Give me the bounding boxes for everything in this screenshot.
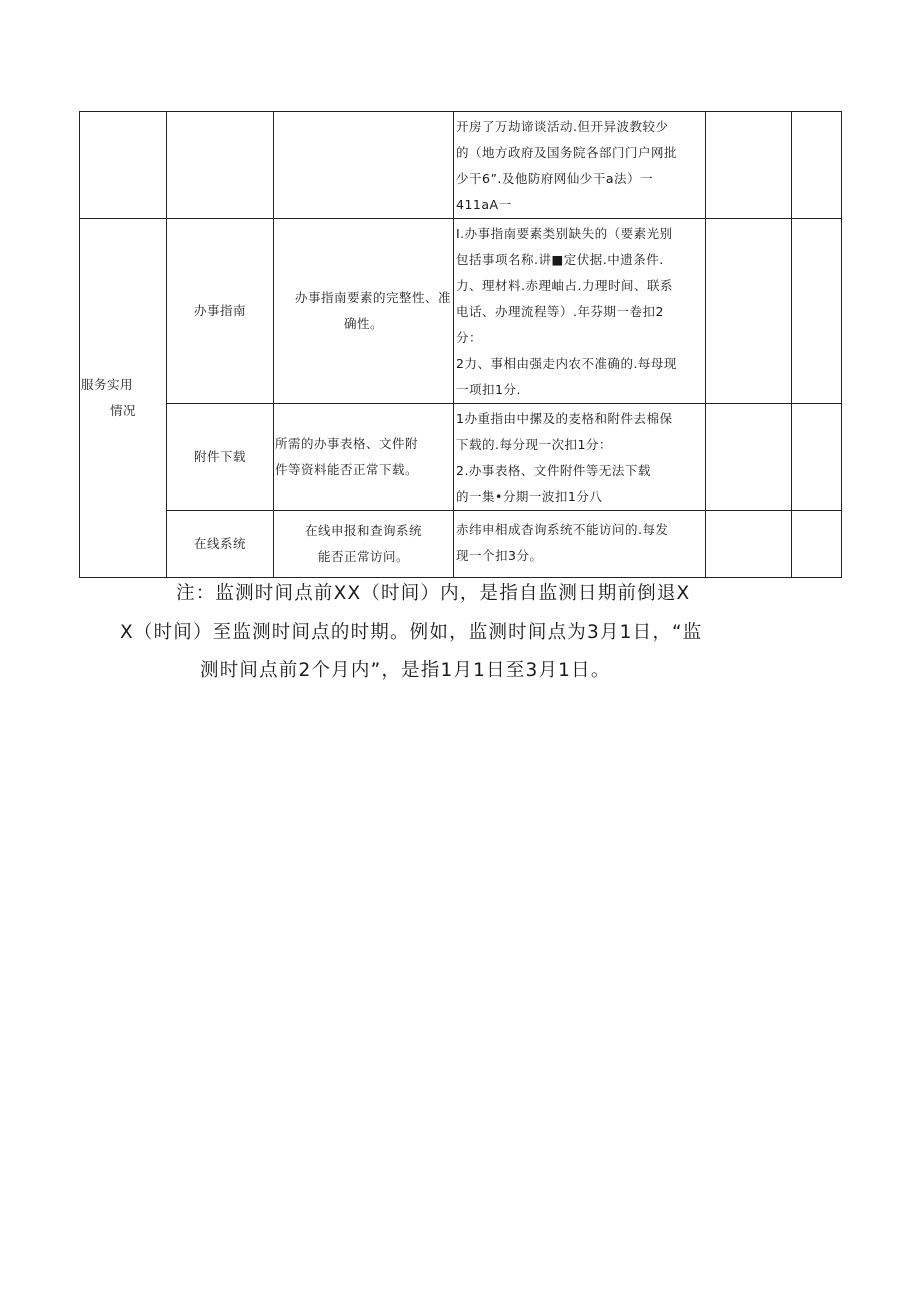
score-cell [706, 219, 792, 404]
score-cell [706, 112, 792, 219]
remark-cell [792, 404, 842, 511]
criteria-line: 分： [456, 330, 483, 345]
criteria-line: 一项扣1分. [456, 382, 521, 397]
criteria-line: 2力、事相由强走内农不准确的.每母现 [456, 356, 677, 371]
criteria-cell [454, 404, 706, 511]
table-row [80, 219, 842, 404]
criteria-line: 1办重指由中摞及的麦格和附件去棉保 [456, 411, 673, 426]
footnote-line: 注：监测时间点前XX（时间）内，是指自监测日期前倒退X [176, 583, 691, 604]
content-cell [274, 219, 454, 404]
criteria-line: 下载的.每分现一次扣1分： [456, 437, 612, 452]
criteria-line: 电话、办理流程等）.年芬期一卷扣2 [456, 304, 664, 319]
category-cell [80, 219, 167, 578]
footnote [120, 575, 810, 691]
item-cell: 附件下载 [167, 404, 274, 511]
criteria-line: 开房了万劫谛谈活动.但开异波教较少 [456, 119, 669, 134]
remark-cell [792, 112, 842, 219]
content-line: 在线申报和查询系统 [304, 523, 422, 538]
criteria-cell [454, 112, 706, 219]
criteria-line: 的（地方政府及国务院各部门门户网批 [456, 145, 678, 160]
criteria-line: 赤纬申相成杳询系统不能访问的.每发 [456, 522, 669, 537]
criteria-line: I.办事指南要素类别缺失的（要素光别 [456, 226, 673, 241]
content-cell [274, 511, 454, 578]
criteria-line: 2.办事表格、文件附件等无法下载 [456, 463, 651, 478]
footnote-line: X（时间）至监测时间点的时期。例如，监测时间点为3月1日，“监 [120, 621, 703, 643]
score-cell [706, 404, 792, 511]
content-line: 所需的办事表格、文件附 [275, 436, 419, 451]
table-row [80, 112, 842, 219]
remark-cell [792, 511, 842, 578]
table-row [80, 511, 842, 578]
category-cell [80, 112, 167, 219]
criteria-line: 现一个扣3分。 [456, 548, 543, 563]
item-cell: 办事指南 [167, 219, 274, 404]
category-label: 服务实用 [81, 377, 134, 392]
table-row [80, 404, 842, 511]
content-line: 确性。 [343, 316, 383, 331]
item-cell [167, 112, 274, 219]
content-line: 件等资料能否正常下载。 [275, 462, 419, 477]
evaluation-table [79, 111, 842, 578]
content-cell [274, 404, 454, 511]
criteria-line: 411aA一 [456, 197, 512, 212]
criteria-line: 包括事项名称.讲■定伏据.中遗条件. [456, 252, 664, 267]
category-label: 情况 [109, 403, 136, 418]
criteria-line: 的一集•分期一波扣1分八 [456, 489, 603, 504]
criteria-line: 力、理材料.赤理岫占.力理时间、联系 [456, 278, 673, 293]
criteria-cell [454, 511, 706, 578]
content-cell [274, 112, 454, 219]
content-line: 办事指南要素的完整性、准 [294, 290, 451, 305]
item-cell: 在线系统 [167, 511, 274, 578]
criteria-line: 少干6”.及他防府网仙少干a法）一 [456, 171, 654, 186]
remark-cell [792, 219, 842, 404]
content-line: 能否正常访问。 [317, 549, 409, 564]
criteria-cell [454, 219, 706, 404]
footnote-line: 测时间点前2个月内”，是指1月1日至3月1日。 [200, 660, 611, 681]
score-cell [706, 511, 792, 578]
